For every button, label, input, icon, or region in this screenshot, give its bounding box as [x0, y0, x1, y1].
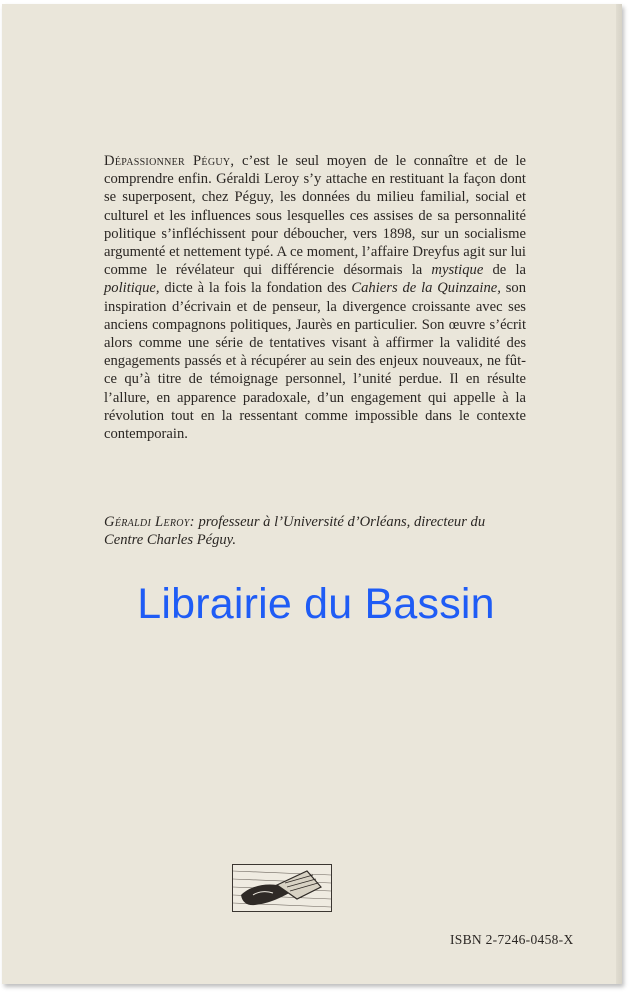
author-description: professeur à l’Université d’Orléans, directeur du Centre Charles Péguy.	[104, 514, 486, 549]
blurb-text-3: dicte à la fois la fondation des	[159, 280, 352, 297]
isbn-code: ISBN 2-7246-0458-X	[450, 932, 574, 947]
blurb-paragraph	[104, 152, 526, 443]
hand-holding-book-emblem-icon	[232, 864, 332, 912]
author-note	[104, 513, 526, 549]
blurb-text-4: son inspiration d’écrivain et de penseur, la divergence croissante avec ses anciens compagnons politiques, Jaurès en particulier. Son œuvre s’écrit alors comme une série de tentatives visant à affirmer la validité des engagements passés et à récupérer au sein des enjeux nouveaux, ne fût-ce qu’à titre de témoignage personnel, l’unité perdue. Il en résulte l’allure, en apparence paradoxale, d’un engagement qui appelle à la révolution tout en la ressentant comme impossible dans le contexte contemporain.	[104, 280, 527, 443]
cover-edge	[616, 4, 622, 984]
blurb-text-2: de la	[483, 262, 526, 279]
book-back-cover	[2, 4, 622, 984]
blurb-italic-cahiers: Cahiers de la Quinzaine,	[351, 280, 501, 297]
blurb-text-1: c’est le seul moyen de le connaître et de le comprendre enfin. Géraldi Leroy s’y attache en restituant la façon dont se superposent, chez Péguy, les données du milieu familial, social et culturel et les influences sous lesquelles ces assises de sa personnalité politique s’infléchissent pour déboucher, vers 1898, sur un socialisme argumenté et nettement typé. A ce moment, l’affaire Dreyfus agit sur lui comme le révélateur qui différencie désormais la	[104, 153, 526, 279]
author-name: Géraldi Leroy:	[104, 514, 195, 530]
watermark-text: Librairie du Bassin	[137, 580, 495, 628]
blurb-italic-politique: politique,	[104, 280, 160, 297]
blurb-lead: Dépassionner Péguy,	[104, 153, 235, 169]
blurb-italic-mystique: mystique	[431, 262, 484, 279]
